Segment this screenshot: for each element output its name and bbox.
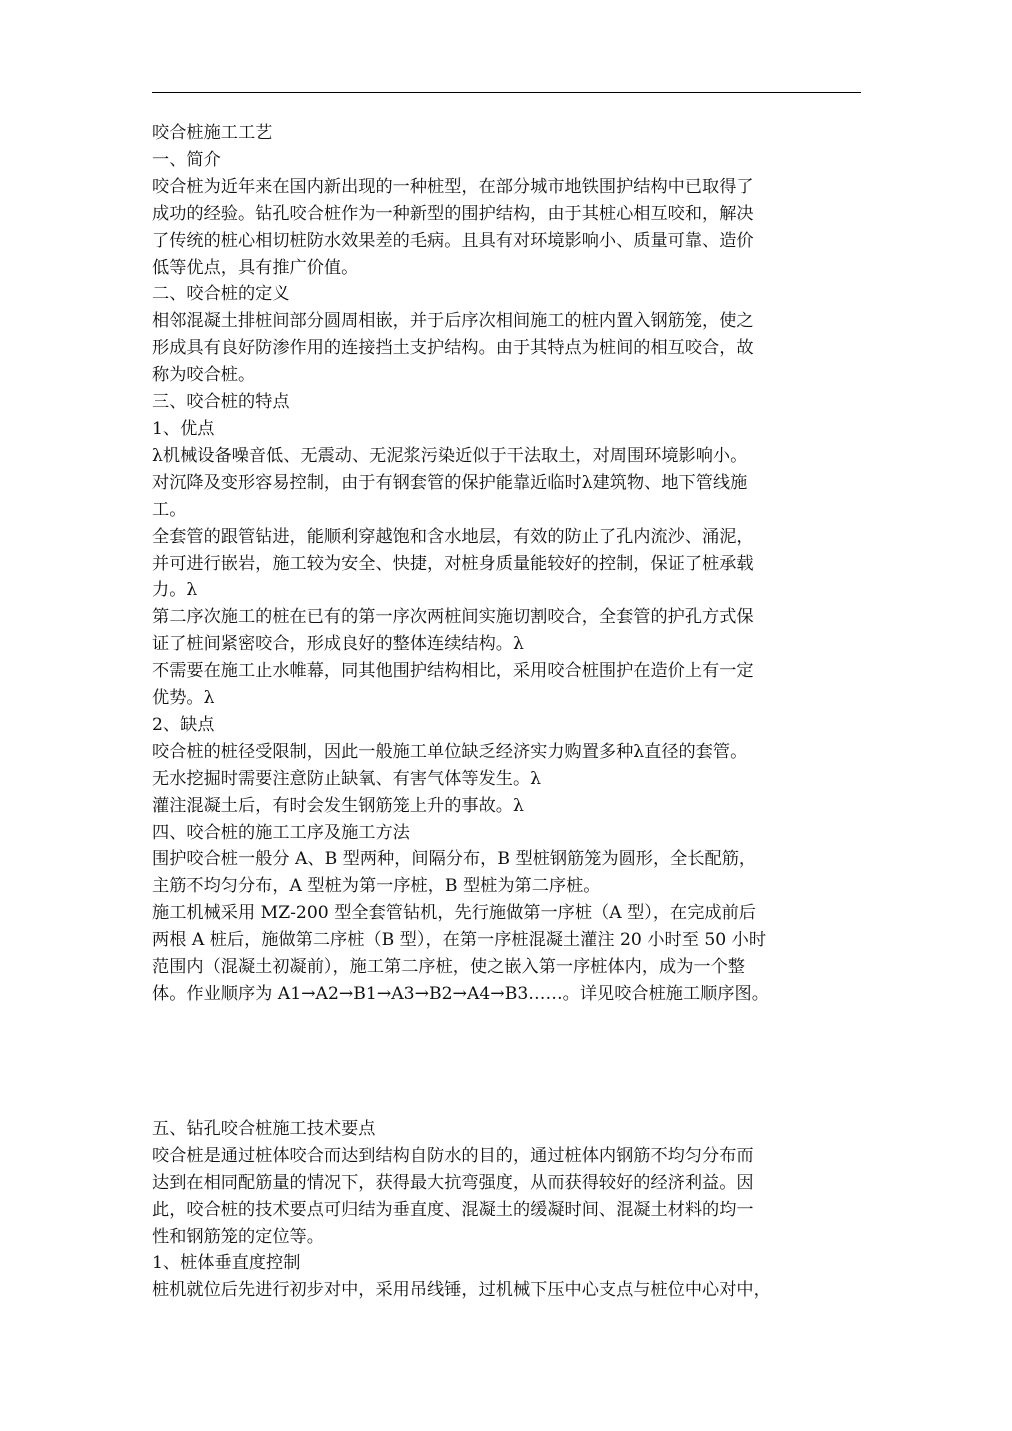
text-line: 主筋不均匀分布，A 型桩为第一序桩，B 型桩为第二序桩。 <box>152 876 601 897</box>
text-line: 二、咬合桩的定义 <box>152 284 290 305</box>
text-line: 证了桩间紧密咬合，形成良好的整体连续结构。λ <box>152 634 524 655</box>
text-line: 咬合桩是通过桩体咬合而达到结构自防水的目的，通过桩体内钢筋不均匀分布而 <box>152 1145 754 1166</box>
text-line: 第二序次施工的桩在已有的第一序次两桩间实施切割咬合，全套管的护孔方式保 <box>152 607 754 628</box>
text-line: 围护咬合桩一般分 A、B 型两种，间隔分布，B 型桩钢筋笼为圆形，全长配筋， <box>152 849 757 870</box>
text-line: 一、简介 <box>152 149 221 170</box>
text-line: 达到在相同配筋量的情况下，获得最大抗弯强度，从而获得较好的经济利益。因 <box>152 1172 754 1193</box>
text-line: 体。作业顺序为 A1→A2→B1→A3→B2→A4→B3……。详见咬合桩施工顺序图。 <box>152 984 769 1004</box>
text-line: 1、优点 <box>152 418 215 439</box>
text-line: 咬合桩施工工艺 <box>152 123 273 143</box>
document-text-block <box>152 120 864 1008</box>
text-line: 称为咬合桩。 <box>152 365 256 386</box>
figure-gap <box>152 1008 864 1116</box>
text-line: 桩机就位后先进行初步对中，采用吊线锤，过机械下压中心支点与桩位中心对中， <box>152 1280 771 1301</box>
text-line: 施工机械采用 MZ-200 型全套管钻机，先行施做第一序桩（A 型），在完成前后 <box>152 903 756 924</box>
text-line: 低等优点，具有推广价值。 <box>152 257 359 278</box>
text-line: 不需要在施工止水帷幕，同其他围护结构相比，采用咬合桩围护在造价上有一定 <box>152 661 754 682</box>
text-line: 相邻混凝土排桩间部分圆周相嵌，并于后序次相间施工的桩内置入钢筋笼，使之 <box>152 311 754 332</box>
text-line: 2、缺点 <box>152 714 215 735</box>
text-line: 成功的经验。钻孔咬合桩作为一种新型的围护结构，由于其桩心相互咬和，解决 <box>152 203 754 224</box>
document-text-block <box>152 1116 864 1304</box>
text-line: 性和钢筋笼的定位等。 <box>152 1226 324 1247</box>
text-line: 咬合桩的桩径受限制，因此一般施工单位缺乏经济实力购置多种λ直径的套管。 <box>152 741 748 762</box>
text-line: 咬合桩为近年来在国内新出现的一种桩型，在部分城市地铁围护结构中已取得了 <box>152 176 754 197</box>
text-line: 无水挖掘时需要注意防止缺氧、有害气体等发生。λ <box>152 768 542 789</box>
header-rule <box>152 92 861 93</box>
document-body <box>152 120 864 1304</box>
text-line: 1、桩体垂直度控制 <box>152 1253 301 1274</box>
text-line: 五、钻孔咬合桩施工技术要点 <box>152 1118 376 1139</box>
text-line: 灌注混凝土后，有时会发生钢筋笼上升的事故。λ <box>152 795 524 816</box>
text-line: 四、咬合桩的施工工序及施工方法 <box>152 822 410 843</box>
text-line: λ机械设备噪音低、无震动、无泥浆污染近似于干法取土，对周围环境影响小。 <box>152 445 748 466</box>
text-line: 三、咬合桩的特点 <box>152 392 290 413</box>
text-line: 并可进行嵌岩，施工较为安全、快捷，对桩身质量能较好的控制，保证了桩承载 <box>152 553 754 574</box>
text-line: 对沉降及变形容易控制，由于有钢套管的保护能靠近临时λ建筑物、地下管线施 <box>152 472 748 493</box>
text-line: 力。λ <box>152 580 198 601</box>
text-line: 形成具有良好防渗作用的连接挡土支护结构。由于其特点为桩间的相互咬合，故 <box>152 338 754 359</box>
text-line: 范围内（混凝土初凝前），施工第二序桩，使之嵌入第一序桩体内，成为一个整 <box>152 957 745 978</box>
text-line: 全套管的跟管钻进，能顺利穿越饱和含水地层，有效的防止了孔内流沙、涌泥， <box>152 526 754 547</box>
text-line: 了传统的桩心相切桩防水效果差的毛病。且具有对环境影响小、质量可靠、造价 <box>152 230 754 251</box>
text-line: 此，咬合桩的技术要点可归结为垂直度、混凝土的缓凝时间、混凝土材料的均一 <box>152 1199 754 1220</box>
text-line: 工。 <box>152 499 187 520</box>
text-line: 优势。λ <box>152 688 215 709</box>
text-line: 两根 A 桩后，施做第二序桩（B 型），在第一序桩混凝土灌注 20 小时至 50 小时 <box>152 930 767 951</box>
